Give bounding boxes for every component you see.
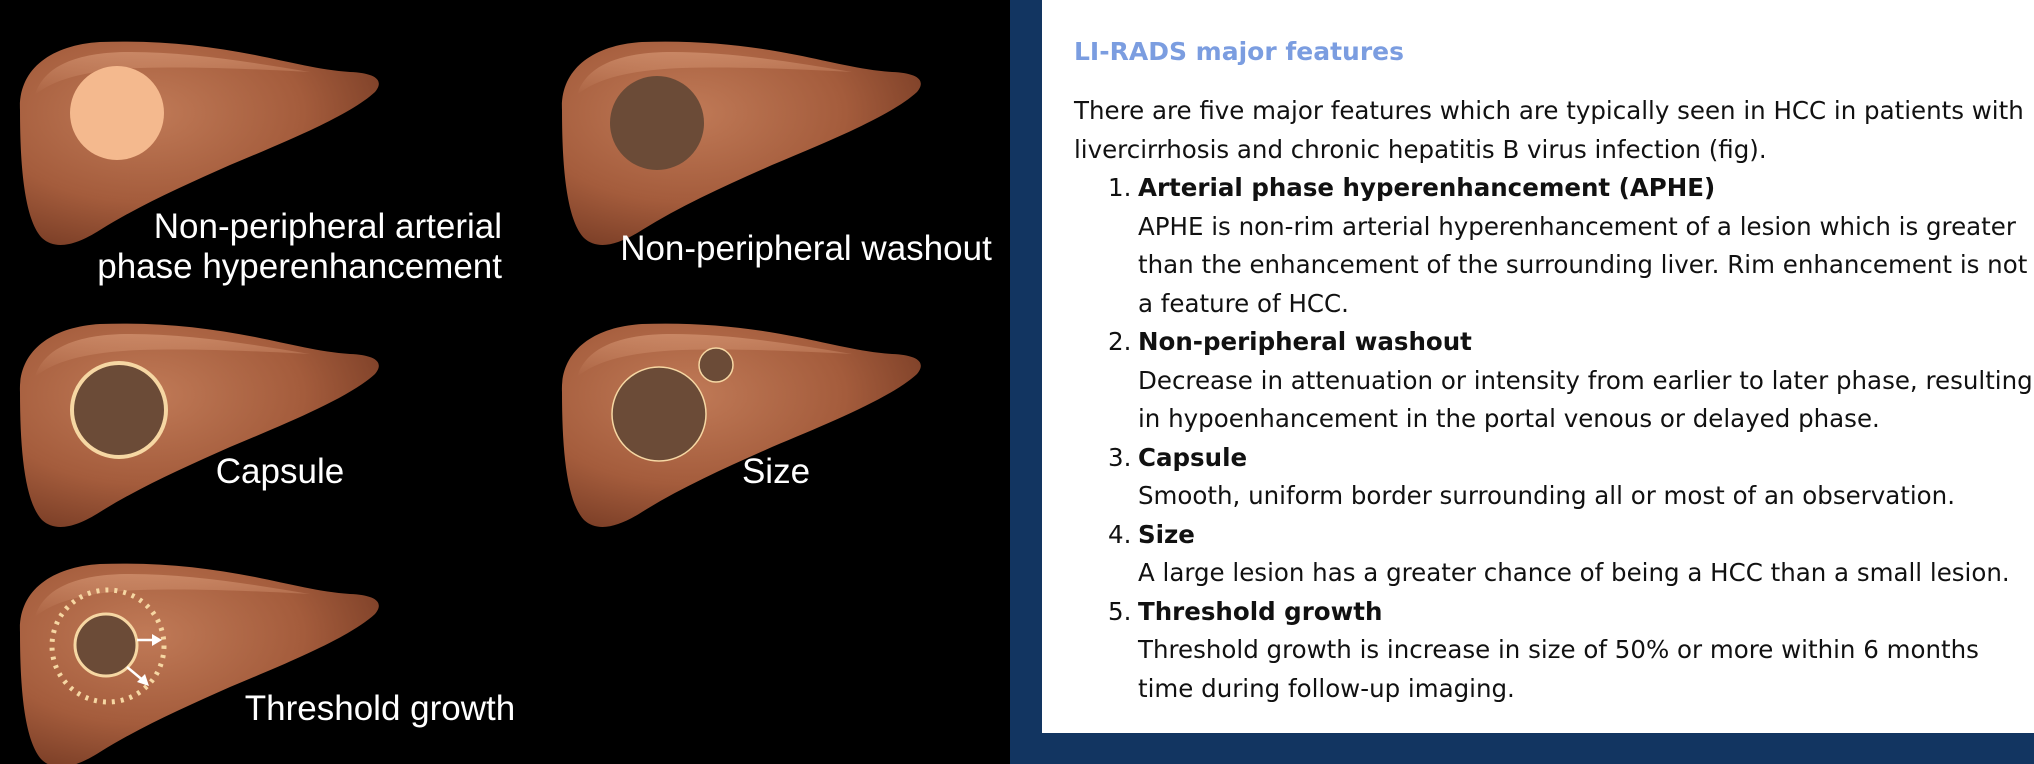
list-item (1074, 439, 2034, 516)
panel-intro: There are five major features which are typically seen in HCC in patients with livercirrhosis and chronic hepatitis B virus infection (fig). (1074, 96, 2024, 164)
item-description: Threshold growth is increase in size of 50% or more within 6 months time during follow-up imaging. (1138, 635, 1979, 703)
label-size: Size (741, 452, 811, 491)
item-number: 2. (1108, 327, 1132, 356)
item-number: 1. (1108, 173, 1132, 202)
label-threshold: Threshold growth (244, 689, 516, 728)
feature-list (1074, 169, 2034, 708)
lesion-dark (610, 76, 704, 170)
features-panel (1042, 0, 2034, 733)
label-aphe-line2: phase hyperenhancement (97, 247, 502, 286)
liver-feature-figure (0, 0, 1010, 764)
item-title: Arterial phase hyperenhancement (APHE) (1138, 173, 1716, 202)
list-item (1074, 169, 2034, 323)
item-title: Threshold growth (1138, 596, 1383, 626)
liver-capsule (20, 324, 379, 527)
item-description: Smooth, uniform border surrounding all or most of an observation. (1138, 481, 1955, 510)
label-washout: Non-peripheral washout (620, 229, 992, 268)
item-title: Size (1138, 519, 1195, 549)
lesion-bright (70, 66, 164, 160)
item-number: 4. (1108, 519, 1132, 549)
liver-washout (562, 42, 921, 245)
list-item (1074, 516, 2034, 593)
item-description: Decrease in attenuation or intensity from earlier to later phase, resulting in hypoenhancement in the portal venous or delayed phase. (1138, 365, 2033, 433)
item-number: 5. (1108, 596, 1132, 626)
liver-diagrams (0, 0, 1010, 764)
list-item (1074, 323, 2034, 439)
item-number: 3. (1108, 442, 1132, 472)
liver-threshold (20, 564, 379, 764)
liver-size (562, 324, 921, 527)
label-capsule: Capsule (215, 452, 345, 491)
item-description: APHE is non-rim arterial hyperenhancement of a lesion which is greater than the enhancement of the surrounding liver. Rim enhancement is not a feature of HCC. (1138, 211, 2028, 318)
panel-title: LI-RADS major features (1074, 37, 1404, 66)
list-item (1074, 593, 2034, 709)
large-lesion (612, 367, 706, 461)
capsule-lesion (72, 363, 166, 457)
item-description: A large lesion has a greater chance of being a HCC than a small lesion. (1138, 558, 2010, 587)
item-title: Capsule (1138, 442, 1248, 472)
item-title: Non-peripheral washout (1138, 327, 1472, 356)
label-aphe-line1: Non-peripheral arterial (153, 207, 502, 246)
small-lesion (699, 348, 733, 382)
